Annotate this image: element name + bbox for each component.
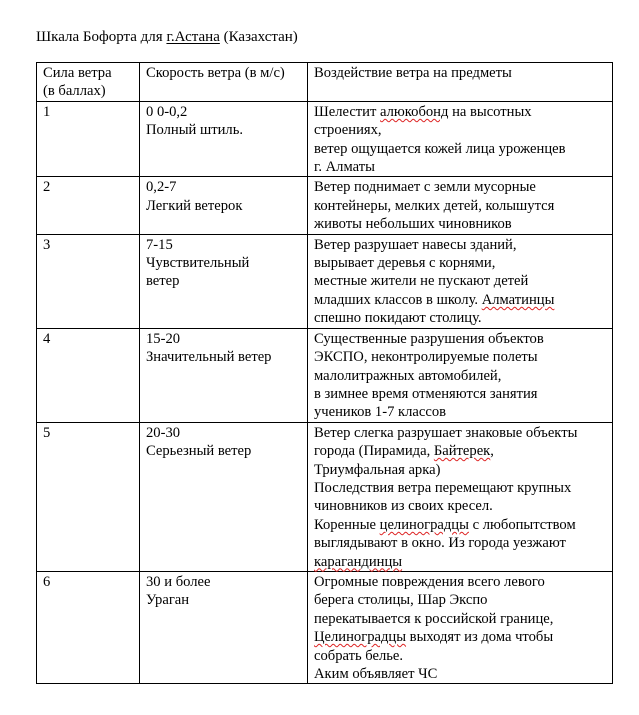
header-effect [308,63,613,102]
effect-text: Коренные [314,516,380,533]
effect-text: Аким объявляет ЧС [314,666,438,682]
header-speed [140,63,308,102]
effect-line [314,461,606,479]
effect-text: Шелестит [314,103,381,120]
effect-text: Ветер разрушает навесы зданий, [314,236,517,253]
effect-line [314,479,606,497]
speed-line: Чувствительный [146,255,250,272]
speed-line: ветер [146,273,180,290]
effect-line [314,628,606,646]
speed-line: 20-30 [146,424,181,441]
effect-line [314,197,606,215]
force-cell [37,234,140,328]
effect-text: берега столицы, Шар Экспо [314,592,488,609]
effect-line [314,516,606,534]
effect-text: выходят из дома чтобы [406,629,554,646]
effect-line [314,215,606,233]
spellcheck-word: Алматинцы [481,291,555,308]
table-row [37,234,613,328]
speed-cell [140,177,308,234]
effect-text: местные жители не пускают детей [314,273,529,290]
effect-line [314,121,606,139]
force-value: 1 [43,103,51,120]
effect-text: Триумфальная арка) [314,461,441,478]
effect-line [314,591,606,609]
header-force [37,63,140,102]
effect-text: с любопытством [468,516,576,533]
effect-line [314,254,606,272]
speed-line: Ураган [146,592,190,609]
table-header-row [37,63,613,102]
effect-cell [308,234,613,328]
effect-line [314,497,606,515]
speed-line: 7-15 [146,236,173,253]
header-speed-label: Скорость ветра (в м/с) [146,65,285,81]
spellcheck-word: алюкобонд [380,103,449,120]
effect-line [314,573,606,591]
table-row [37,571,613,683]
effect-text: города (Пирамида, [314,443,434,460]
table-row [37,177,613,234]
effect-cell [308,177,613,234]
effect-text: ветер ощущается кожей лица уроженцев [314,140,566,157]
force-cell [37,101,140,177]
speed-line: 30 и более [146,573,211,590]
force-cell [37,328,140,422]
effect-cell [308,101,613,177]
effect-line [314,272,606,290]
speed-line: Легкий ветерок [146,197,243,214]
effect-text: животы небольших чиновников [314,216,512,233]
table-row [37,328,613,422]
spellcheck-word: Целиноградцы [314,629,407,646]
table-row [37,422,613,571]
force-value: 3 [43,236,51,253]
speed-line: 0 0-0,2 [146,103,188,120]
force-value: 4 [43,330,51,347]
title-text-1: Шкала Бофорта для [36,29,167,45]
speed-line: Серьезный ветер [146,443,252,460]
force-value: 5 [43,424,51,441]
effect-line [314,610,606,628]
effect-text: перекатывается к российской границе, [314,610,554,627]
effect-text: собрать белье. [314,647,404,664]
effect-line [314,348,606,366]
effect-line [314,367,606,385]
table-row [37,101,613,177]
effect-cell [308,328,613,422]
effect-line [314,330,606,348]
force-value: 6 [43,573,51,590]
speed-line: 15-20 [146,330,181,347]
effect-text: Ветер слегка разрушает знаковые объекты [314,424,578,441]
effect-line [314,424,606,442]
effect-text: контейнеры, мелких детей, колышутся [314,197,555,214]
header-force-label: Сила ветра (в баллах) [43,65,112,100]
effect-text: спешно покидают столицу. [314,310,482,327]
spellcheck-word: карагандинцы [314,553,403,570]
title-text-2: (Казахстан) [219,29,298,45]
spellcheck-word: Байтерек [433,443,491,460]
force-value: 2 [43,179,51,196]
effect-line [314,103,606,121]
effect-line [314,309,606,327]
effect-text: Последствия ветра перемещают крупных [314,479,572,496]
effect-text: вырывает деревья с корнями, [314,255,496,272]
effect-line [314,178,606,196]
document-title [36,28,298,46]
effect-text: , [490,443,494,460]
effect-text: Огромные повреждения всего левого [314,573,545,590]
header-effect-label: Воздействие ветра на предметы [314,65,512,81]
speed-line: Полный штиль. [146,122,244,139]
spellcheck-word: целиноградцы [379,516,469,533]
effect-line [314,158,606,176]
effect-line [314,534,606,552]
effect-line [314,665,606,683]
effect-cell [308,571,613,683]
effect-text: строениях, [314,122,382,139]
speed-cell [140,328,308,422]
speed-cell [140,101,308,177]
effect-line [314,442,606,460]
force-cell [37,177,140,234]
effect-text: в зимнее время отменяются занятия [314,385,538,402]
title-city: г.Астана [166,29,220,45]
effect-text: чиновников из своих кресел. [314,498,493,515]
effect-line [314,140,606,158]
effect-line [314,236,606,254]
effect-text: учеников 1-7 классов [314,404,447,421]
speed-line: Значительный ветер [146,349,272,366]
effect-text: Ветер поднимает с земли мусорные [314,179,536,196]
speed-cell [140,571,308,683]
speed-line: 0,2-7 [146,179,177,196]
beaufort-scale-table [36,62,613,684]
speed-cell [140,234,308,328]
effect-text: малолитражных автомобилей, [314,367,502,384]
effect-text: г. Алматы [314,159,375,176]
effect-line [314,385,606,403]
force-cell [37,571,140,683]
effect-line [314,553,606,571]
effect-line [314,647,606,665]
effect-text: на высотных [448,103,532,120]
effect-cell [308,422,613,571]
effect-text: Существенные разрушения объектов [314,330,544,347]
effect-text: ЭКСПО, неконтролируемые полеты [314,349,538,366]
effect-line [314,403,606,421]
effect-line [314,291,606,309]
effect-text: выглядывают в окно. Из города уезжают [314,535,566,552]
speed-cell [140,422,308,571]
force-cell [37,422,140,571]
effect-text: младших классов в школу. [314,291,482,308]
